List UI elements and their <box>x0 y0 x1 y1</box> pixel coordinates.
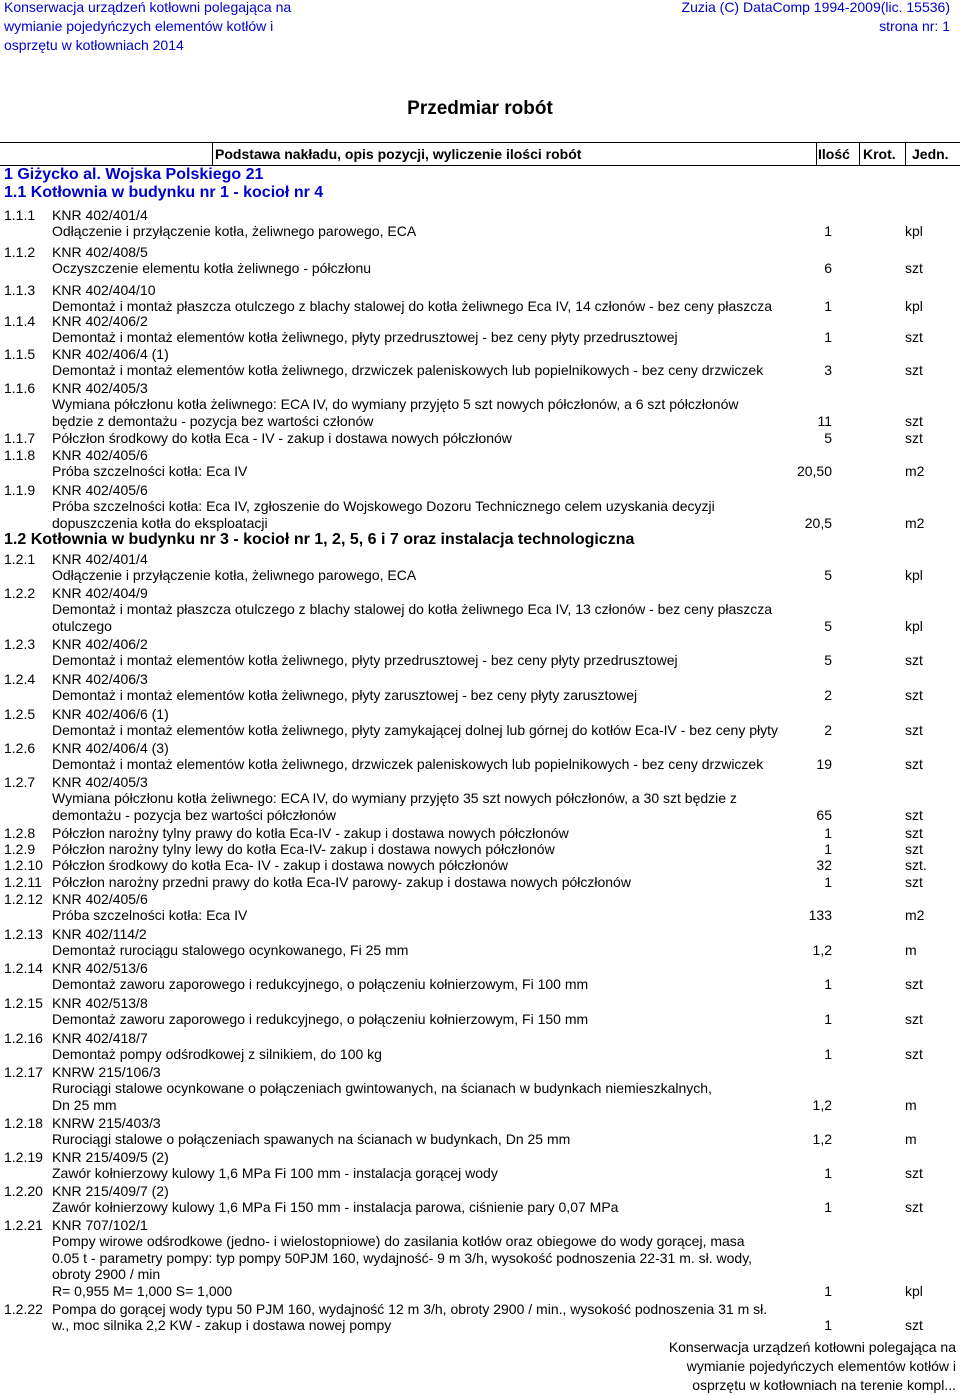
item-unit: szt <box>905 412 923 429</box>
column-header-unit: Jedn. <box>912 146 949 162</box>
item-description: Rurociągi stalowe ocynkowane o połączeniach gwintowanych, na ścianach w budynkach niemieszkalnych, <box>52 1080 712 1097</box>
column-header-desc: Podstawa nakładu, opis pozycji, wyliczenie ilości robót <box>215 146 582 162</box>
item-basis: KNR 402/513/8 <box>52 995 148 1011</box>
section-heading: 1.2 Kotłownia w budynku nr 3 - kocioł nr 1, 2, 5, 6 i 7 oraz instalacja technologiczna <box>4 531 635 548</box>
header-right-line: strona nr: 1 <box>879 18 950 34</box>
item-unit: kpl <box>905 298 923 315</box>
item-unit: szt <box>905 652 923 669</box>
item-description: 0.05 t - parametry pompy: typ pompy 50PJM 160, wydajność- 9 m 3/h, wysokość podnoszenia 22-31 m. sł. wody, <box>52 1249 753 1266</box>
item-description: Demontaż i montaż elementów kotła żeliwnego, drzwiczek paleniskowych lub popielnikowych - bez ceny drzwiczek <box>52 756 764 773</box>
item-unit: szt. <box>905 857 927 873</box>
item-description: Odłączenie i przyłączenie kotła, żeliwnego parowego, ECA <box>52 223 417 240</box>
item-number: 1.2.17 <box>4 1064 43 1080</box>
header-left-line: osprzętu w kotłowniach 2014 <box>4 37 184 53</box>
item-description: Demontaż zaworu zaporowego i redukcyjnego, o połączeniu kołnierzowym, Fi 100 mm <box>52 976 589 993</box>
item-quantity: 1 <box>824 1046 832 1063</box>
item-basis: KNR 402/406/4 (1) <box>52 346 169 362</box>
item-number: 1.2.13 <box>4 926 43 942</box>
item-unit: szt <box>905 874 923 890</box>
item-number: 1.2.12 <box>4 891 43 907</box>
item-quantity: 133 <box>808 907 832 924</box>
item-unit: szt <box>905 430 923 446</box>
item-basis: KNR 402/405/3 <box>52 774 148 790</box>
item-unit: szt <box>905 260 923 277</box>
item-number: 1.2.6 <box>4 740 36 756</box>
item-unit: szt <box>905 976 923 993</box>
item-number: 1.1.8 <box>4 447 36 463</box>
item-quantity: 1,2 <box>812 942 832 959</box>
item-basis: KNR 402/406/4 (3) <box>52 740 169 756</box>
item-description: Demontaż i montaż elementów kotła żeliwnego, drzwiczek paleniskowych lub popielnikowych - bez ceny drzwiczek <box>52 362 764 379</box>
item-unit: kpl <box>905 223 923 240</box>
item-number: 1.2.16 <box>4 1030 43 1046</box>
item-description: Półczłon narożny tylny lewy do kotła Eca-IV- zakup i dostawa nowych półczłonów <box>52 841 555 857</box>
item-description: Pompa do gorącej wody typu 50 PJM 160, wydajność 12 m 3/h, obroty 2900 / min., wysokość podnoszenia 31 m sł. <box>52 1301 768 1317</box>
header-left-line: wymianie pojedyńczych elementów kotłów i <box>4 18 274 34</box>
item-basis: KNR 402/401/4 <box>52 551 148 567</box>
footer-line: osprzętu w kotłowniach na terenie kompl... <box>692 1377 956 1393</box>
item-quantity: 5 <box>824 430 832 446</box>
item-number: 1.2.15 <box>4 995 43 1011</box>
item-description: Oczyszczenie elementu kotła żeliwnego - półczłonu <box>52 260 372 277</box>
item-description: Półczłon narożny przedni prawy do kotła Eca-IV parowy- zakup i dostawa nowych półczłonów <box>52 874 631 890</box>
item-description: Półczłon środkowy do kotła Eca- IV - zakup i dostawa nowych półczłonów <box>52 857 508 873</box>
item-quantity: 5 <box>824 567 832 584</box>
item-unit: szt <box>905 1317 923 1334</box>
item-description: Rurociągi stalowe o połączeniach spawanych na ścianach w budynkach, Dn 25 mm <box>52 1131 571 1148</box>
item-number: 1.2.14 <box>4 960 43 976</box>
item-quantity: 2 <box>824 687 832 704</box>
item-description: Demontaż i montaż elementów kotła żeliwnego, płyty przedrusztowej - bez ceny płyty przedrusztowej <box>52 652 678 669</box>
footer-line: Konserwacja urządzeń kotłowni polegająca na <box>668 1339 956 1355</box>
item-basis: KNR 402/404/10 <box>52 282 156 298</box>
page-title: Przedmiar robót <box>407 98 553 119</box>
item-number: 1.2.2 <box>4 585 36 601</box>
item-quantity: 1 <box>824 1011 832 1028</box>
item-description: Półczłon środkowy do kotła Eca - IV - zakup i dostawa nowych półczłonów <box>52 430 512 446</box>
item-unit: szt <box>905 1199 923 1216</box>
item-unit: szt <box>905 1011 923 1028</box>
item-description: demontażu - pozycja bez wartości półczłonów <box>52 806 337 823</box>
item-unit: szt <box>905 362 923 379</box>
item-basis: KNR 402/401/4 <box>52 207 148 223</box>
item-quantity: 1 <box>824 298 832 315</box>
item-description: w., moc silnika 2,2 KW - zakup i dostawa nowej pompy <box>52 1317 392 1334</box>
item-number: 1.1.1 <box>4 207 36 223</box>
column-header-qty: Ilość <box>818 146 850 162</box>
item-quantity: 32 <box>816 857 832 873</box>
item-description: Demontaż i montaż elementów kotła żeliwnego, płyty zamykającej dolnej lub górnej do kotłów Eca-IV - bez ceny płyty <box>52 722 779 739</box>
item-basis: KNR 402/406/6 (1) <box>52 706 169 722</box>
item-number: 1.2.18 <box>4 1115 43 1131</box>
item-unit: kpl <box>905 1282 923 1299</box>
column-divider <box>212 142 213 166</box>
item-quantity: 1 <box>824 825 832 841</box>
item-number: 1.1.4 <box>4 313 36 329</box>
item-unit: szt <box>905 1165 923 1182</box>
item-description: Demontaż pompy odśrodkowej z silnikiem, do 100 kg <box>52 1046 382 1063</box>
item-unit: szt <box>905 806 923 823</box>
item-number: 1.2.4 <box>4 671 36 687</box>
header-left-line: Konserwacja urządzeń kotłowni polegająca na <box>4 0 292 15</box>
item-description: Pompy wirowe odśrodkowe (jedno- i wielostopniowe) do zasilania kotłów oraz obiegowe do wody gorącej, masa <box>52 1233 745 1250</box>
item-basis: KNR 402/406/2 <box>52 313 148 329</box>
item-description: Próba szczelności kotła: Eca IV <box>52 463 248 480</box>
item-number: 1.2.3 <box>4 636 36 652</box>
column-divider <box>859 142 860 166</box>
item-number: 1.2.5 <box>4 706 36 722</box>
item-description: Wymiana półczłonu kotła żeliwnego: ECA IV, do wymiany przyjęto 5 szt nowych półczłonów, a 6 szt półczłonów <box>52 396 739 413</box>
item-basis: KNR 402/513/6 <box>52 960 148 976</box>
item-quantity: 20,50 <box>796 463 832 480</box>
item-unit: szt <box>905 329 923 346</box>
item-description: Demontaż i montaż płaszcza otulczego z blachy stalowej do kotła żeliwnego Eca IV, 14 członów - bez ceny płaszcza <box>52 298 773 315</box>
item-number: 1.2.20 <box>4 1183 43 1199</box>
item-unit: m <box>905 942 917 959</box>
item-number: 1.1.5 <box>4 346 36 362</box>
item-unit: m <box>905 1096 917 1113</box>
item-number: 1.2.22 <box>4 1301 43 1317</box>
item-unit: m2 <box>905 907 925 924</box>
item-unit: szt <box>905 825 923 841</box>
item-quantity: 1 <box>824 1282 832 1299</box>
column-divider <box>905 142 906 166</box>
item-unit: m2 <box>905 514 925 531</box>
item-number: 1.1.9 <box>4 482 36 498</box>
item-unit: m2 <box>905 463 925 480</box>
item-description: dopuszczenia kotła do eksploatacji <box>52 514 268 531</box>
item-basis: KNR 707/102/1 <box>52 1217 148 1233</box>
item-description: Zawór kołnierzowy kulowy 1,6 MPa Fi 100 mm - instalacja gorącej wody <box>52 1165 498 1182</box>
item-basis: KNR 402/408/5 <box>52 244 148 260</box>
item-number: 1.2.11 <box>4 874 42 890</box>
item-basis: KNR 402/404/9 <box>52 585 148 601</box>
footer <box>669 1338 956 1395</box>
header-right-line: Zuzia (C) DataComp 1994-2009(lic. 15536) <box>681 0 950 15</box>
item-unit: szt <box>905 756 923 773</box>
item-quantity: 1 <box>824 1317 832 1334</box>
item-number: 1.1.6 <box>4 380 36 396</box>
item-description: Wymiana półczłonu kotła żeliwnego: ECA IV, do wymiany przyjęto 35 szt nowych półczłonów, a 30 szt będzie z <box>52 790 737 807</box>
item-description: Demontaż zaworu zaporowego i redukcyjnego, o połączeniu kołnierzowym, Fi 150 mm <box>52 1011 589 1028</box>
column-divider <box>816 142 817 166</box>
item-description: Próba szczelności kotła: Eca IV, zgłoszenie do Wojskowego Dozoru Technicznego celem uzyskania decyzji <box>52 498 715 515</box>
item-quantity: 5 <box>824 617 832 634</box>
item-quantity: 5 <box>824 652 832 669</box>
column-header-krot: Krot. <box>863 146 896 162</box>
item-quantity: 20,5 <box>804 514 832 531</box>
item-quantity: 1 <box>824 874 832 890</box>
item-description: otulczego <box>52 617 112 634</box>
item-number: 1.1.2 <box>4 244 36 260</box>
item-description: Zawór kołnierzowy kulowy 1,6 MPa Fi 150 mm - instalacja parowa, ciśnienie pary 0,07 MPa <box>52 1199 619 1216</box>
item-description: obroty 2900 / min <box>52 1266 161 1283</box>
section-heading: 1 Giżycko al. Wojska Polskiego 21 <box>4 166 264 183</box>
item-basis: KNR 402/405/6 <box>52 482 148 498</box>
item-number: 1.1.7 <box>4 430 36 446</box>
item-number: 1.2.7 <box>4 774 36 790</box>
item-quantity: 19 <box>816 756 832 773</box>
item-unit: kpl <box>905 617 923 634</box>
item-number: 1.1.3 <box>4 282 36 298</box>
item-description: Dn 25 mm <box>52 1096 117 1113</box>
header-left <box>4 0 291 55</box>
item-basis: KNR 402/405/6 <box>52 447 148 463</box>
item-unit: szt <box>905 722 923 739</box>
item-unit: szt <box>905 687 923 704</box>
item-number: 1.2.19 <box>4 1149 43 1165</box>
item-quantity: 1 <box>824 1199 832 1216</box>
item-number: 1.2.1 <box>4 551 36 567</box>
item-quantity: 1 <box>824 841 832 857</box>
item-quantity: 6 <box>824 260 832 277</box>
header-right <box>682 0 950 36</box>
item-basis: KNR 402/406/2 <box>52 636 148 652</box>
item-quantity: 1 <box>824 976 832 993</box>
item-quantity: 1 <box>824 1165 832 1182</box>
item-basis: KNRW 215/106/3 <box>52 1064 161 1080</box>
item-basis: KNR 215/409/7 (2) <box>52 1183 169 1199</box>
item-number: 1.2.10 <box>4 857 43 873</box>
item-unit: szt <box>905 841 923 857</box>
item-description: R= 0,955 M= 1,000 S= 1,000 <box>52 1282 233 1299</box>
item-quantity: 65 <box>816 806 832 823</box>
item-number: 1.2.8 <box>4 825 36 841</box>
item-quantity: 1 <box>824 329 832 346</box>
item-quantity: 2 <box>824 722 832 739</box>
item-basis: KNRW 215/403/3 <box>52 1115 161 1131</box>
item-unit: kpl <box>905 567 923 584</box>
item-number: 1.2.9 <box>4 841 36 857</box>
item-description: Demontaż rurociągu stalowego ocynkowanego, Fi 25 mm <box>52 942 409 959</box>
item-description: Demontaż i montaż płaszcza otulczego z blachy stalowej do kotła żeliwnego Eca IV, 13 członów - bez ceny płaszcza <box>52 601 773 618</box>
section-heading: 1.1 Kotłownia w budynku nr 1 - kocioł nr 4 <box>4 184 324 201</box>
item-number: 1.2.21 <box>4 1217 43 1233</box>
item-basis: KNR 402/418/7 <box>52 1030 148 1046</box>
footer-line: wymianie pojedyńczych elementów kotłów i <box>686 1358 956 1374</box>
item-unit: m <box>905 1131 917 1148</box>
item-description: Próba szczelności kotła: Eca IV <box>52 907 248 924</box>
item-description: będzie z demontażu - pozycja bez wartości członów <box>52 412 374 429</box>
item-quantity: 3 <box>824 362 832 379</box>
item-unit: szt <box>905 1046 923 1063</box>
item-quantity: 1,2 <box>812 1131 832 1148</box>
item-quantity: 1,2 <box>812 1096 832 1113</box>
item-basis: KNR 402/405/6 <box>52 891 148 907</box>
item-description: Demontaż i montaż elementów kotła żeliwnego, płyty zarusztowej - bez ceny płyty zarusztowej <box>52 687 638 704</box>
item-basis: KNR 402/114/2 <box>52 926 147 942</box>
item-basis: KNR 402/405/3 <box>52 380 148 396</box>
item-description: Odłączenie i przyłączenie kotła, żeliwnego parowego, ECA <box>52 567 417 584</box>
item-basis: KNR 215/409/5 (2) <box>52 1149 169 1165</box>
item-basis: KNR 402/406/3 <box>52 671 148 687</box>
item-description: Półczłon narożny tylny prawy do kotła Eca-IV - zakup i dostawa nowych półczłonów <box>52 825 569 841</box>
item-quantity: 1 <box>824 223 832 240</box>
item-quantity: 11 <box>817 412 832 429</box>
item-description: Demontaż i montaż elementów kotła żeliwnego, płyty przedrusztowej - bez ceny płyty przedrusztowej <box>52 329 678 346</box>
